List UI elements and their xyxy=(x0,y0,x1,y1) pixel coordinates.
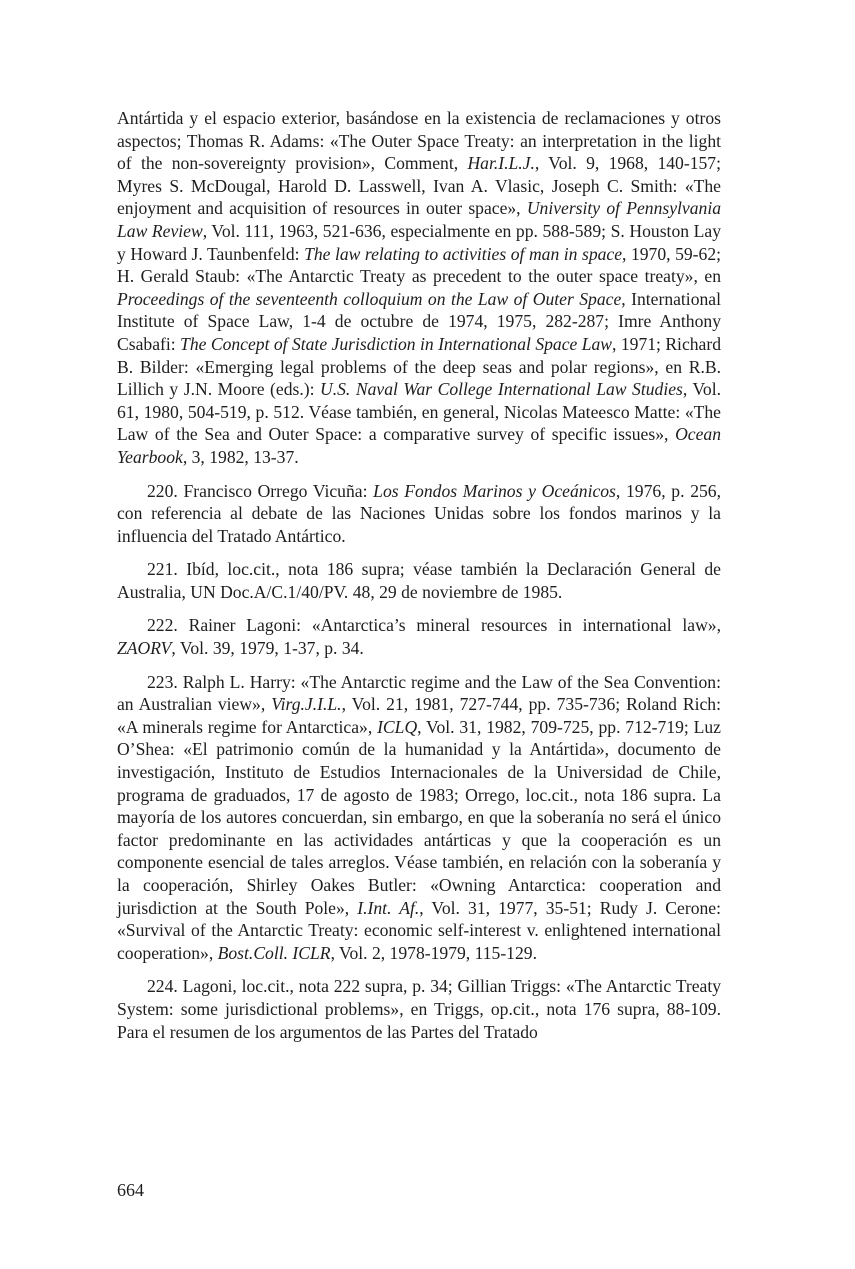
italic-citation-title: University of Pennsylvania Law Review xyxy=(117,198,722,241)
footnote-219-continuation xyxy=(117,107,721,469)
italic-citation-title: U.S. Naval War College International Law Studies xyxy=(320,379,683,400)
text-run: 220. Francisco Orrego Vicuña: xyxy=(147,480,374,501)
text-run: , 1976, p. 256, con referencia al debate de las Naciones Unidas sobre los fondos marinos y la influencia del Tratado Antártico. xyxy=(117,480,721,546)
text-run: , Vol. 111, 1963, 521-636, especialmente en pp. 588-589; S. Houston Lay y Howard J. Taunbenfeld: xyxy=(117,220,721,264)
italic-citation-title: Ocean Yearbook xyxy=(117,424,721,467)
italic-citation-title: I.Int. Af. xyxy=(357,897,420,918)
italic-citation-title: The Concept of State Jurisdiction in International Space Law xyxy=(180,333,613,354)
text-run: , 3, 1982, 13-37. xyxy=(182,446,299,467)
italic-citation-title: Virg.J.I.L. xyxy=(271,694,342,715)
footnote-222 xyxy=(117,614,721,659)
text-run: , Vol. 31, 1982, 709-725, pp. 712-719; Luz O’Shea: «El patrimonio común de la humanidad y la Antártida», documento de investigación, Instituto de Estudios Internacionales de la Universidad de Chile, programa de graduados, 17 de agosto de 1983; Orrego, loc.cit., nota 186 supra. La mayoría de los autores concuerdan, sin embargo, en que la soberanía no será el único factor predominante en las actividades antárticas y que la cooperación es un componente esencial de tales arreglos. Véase también, en relación con la soberanía y la cooperación, Shirley Oakes Butler: «Owning Antarctica: cooperation and jurisdiction at the South Pole», xyxy=(117,716,721,918)
text-run: , Vol. 61, 1980, 504-519, p. 512. Véase también, en general, Nicolas Mateesco Matte: «The Law of the Sea and Outer Space: a comparative survey of specific issues», xyxy=(117,379,722,445)
text-run: , Vol. 21, 1981, 727-744, pp. 735-736; Roland Rich: «A minerals regime for Antarctica», xyxy=(117,694,721,737)
text-run: 222. Rainer Lagoni: «Antarctica’s mineral resources in international law», xyxy=(147,615,721,636)
text-run: 224. Lagoni, loc.cit., nota 222 supra, p. 34; Gillian Triggs: «The Antarctic Treaty System: some jurisdictional problems», en Triggs, op.cit., nota 176 supra, 88-109. Para el resumen de los argumentos de las Partes del Tratado xyxy=(117,976,721,1042)
footnote-221 xyxy=(117,558,721,603)
text-run: 221. Ibíd, loc.cit., nota 186 supra; véase también la Declaración General de Australia, UN Doc.A/C.1/40/PV. 48, 29 de noviembre de 1985. xyxy=(117,559,721,602)
italic-citation-title: ZAORV xyxy=(117,638,172,659)
footnote-224 xyxy=(117,975,721,1043)
footnote-220 xyxy=(117,480,721,548)
text-run: , Vol. 2, 1978-1979, 115-129. xyxy=(330,942,537,963)
footnotes-page xyxy=(117,107,721,1043)
text-run: , Vol. 39, 1979, 1-37, p. 34. xyxy=(171,638,364,659)
text-run: , International Institute of Space Law, 1-4 de octubre de 1974, 1975, 282-287; Imre Anthony Csabafi: xyxy=(117,288,721,354)
text-run: 223. Ralph L. Harry: «The Antarctic regime and the Law of the Sea Convention: an Australian view», xyxy=(117,671,721,715)
text-run: , Vol. 31, 1977, 35-51; Rudy J. Cerone: «Survival of the Antarctic Treaty: economic self-interest v. enlightened international cooperation», xyxy=(117,897,721,963)
text-run: , 1970, 59-62; H. Gerald Staub: «The Antarctic Treaty as precedent to the outer space treaty», en xyxy=(117,243,722,287)
footnote-223 xyxy=(117,671,721,965)
italic-citation-title: Bost.Coll. ICLR xyxy=(217,942,331,963)
text-run: , 1971; Richard B. Bilder: «Emerging legal problems of the deep seas and polar regions», en R.B. Lillich y J.N. Moore (eds.): xyxy=(117,333,722,400)
italic-citation-title: ICLQ xyxy=(377,716,418,737)
italic-citation-title: Los Fondos Marinos y Oceánicos xyxy=(373,480,616,501)
text-run: , Vol. 9, 1968, 140-157; Myres S. McDougal, Harold D. Lasswell, Ivan A. Vlasic, Joseph C. Smith: «The enjoyment and acquisition of resources in outer space», xyxy=(117,153,721,219)
italic-citation-title: Proceedings of the seventeenth colloquium on the Law of Outer Space xyxy=(117,288,622,309)
text-run: Antártida y el espacio exterior, basándose en la existencia de reclamaciones y otros aspectos; Thomas R. Adams: «The Outer Space Treaty: an interpretation in the light of the non-sovereignty provision», Comment, xyxy=(117,108,721,174)
page-number: 664 xyxy=(117,1180,144,1200)
italic-citation-title: Har.I.L.J. xyxy=(467,153,535,174)
italic-citation-title: The law relating to activities of man in space xyxy=(304,243,623,264)
